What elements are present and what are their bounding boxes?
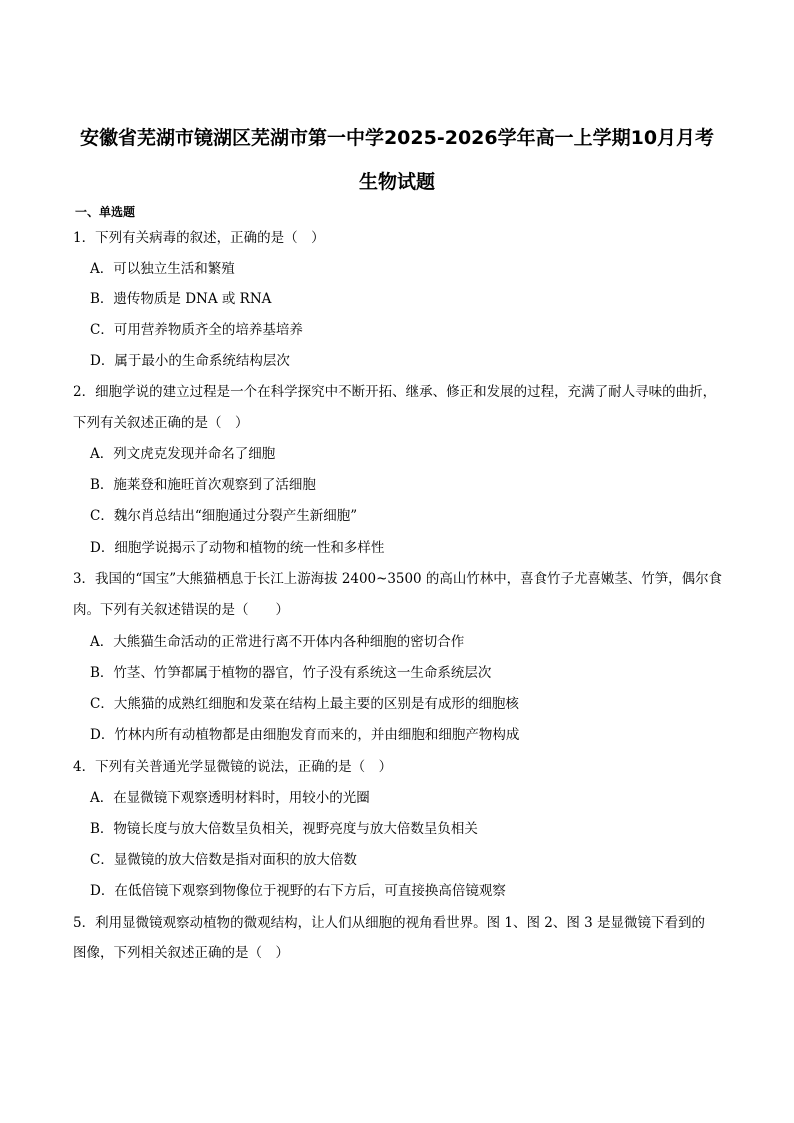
- question-4-option-b: B．物镜长度与放大倍数呈负相关，视野亮度与放大倍数呈负相关: [90, 821, 478, 837]
- question-1-option-d: D．属于最小的生命系统结构层次: [90, 353, 290, 369]
- question-5-stem-line-1: 5．利用显微镜观察动植物的微观结构，让人们从细胞的视角看世界。图 1、图 2、图 3 是显微镜下看到的: [73, 915, 706, 931]
- question-1-option-b: B．遗传物质是 DNA 或 RNA: [90, 291, 272, 307]
- question-1-stem: 1．下列有关病毒的叙述，正确的是（ ）: [73, 230, 325, 246]
- question-5-stem-line-2: 图像，下列相关叙述正确的是（ ）: [73, 945, 289, 961]
- question-3-option-d: D．竹林内所有动植物都是由细胞发育而来的，并由细胞和细胞产物构成: [90, 727, 520, 743]
- section-heading: 一、单选题: [75, 205, 136, 219]
- question-2-option-d: D．细胞学说揭示了动物和植物的统一性和多样性: [90, 540, 385, 556]
- question-3-stem-line-2: 肉。下列有关叙述错误的是（ ）: [73, 602, 289, 618]
- question-3-stem-line-1: 3．我国的“国宝”大熊猫栖息于长江上游海拔 2400~3500 的高山竹林中，喜食竹子尤喜嫩茎、竹笋，偶尔食: [73, 571, 722, 587]
- question-3-option-a: A．大熊猫生命活动的正常进行离不开体内各种细胞的密切合作: [90, 634, 465, 650]
- document-title: 安徽省芜湖市镜湖区芜湖市第一中学2025-2026学年高一上学期10月月考: [79, 127, 715, 149]
- question-2-option-a: A．列文虎克发现并命名了细胞: [90, 446, 276, 462]
- document-subtitle: 生物试题: [358, 171, 435, 193]
- question-3-option-b: B．竹茎、竹笋都属于植物的器官，竹子没有系统这一生命系统层次: [90, 665, 492, 681]
- question-2-stem-line-2: 下列有关叙述正确的是（ ）: [73, 415, 249, 431]
- question-2-option-c: C．魏尔肖总结出“细胞通过分裂产生新细胞”: [90, 508, 358, 524]
- question-4-option-d: D．在低倍镜下观察到物像位于视野的右下方后，可直接换高倍镜观察: [90, 883, 506, 899]
- question-3-option-c: C．大熊猫的成熟红细胞和发菜在结构上最主要的区别是有成形的细胞核: [90, 696, 519, 712]
- question-1-option-a: A．可以独立生活和繁殖: [90, 261, 235, 277]
- question-4-stem: 4．下列有关普通光学显微镜的说法，正确的是（ ）: [73, 759, 393, 775]
- question-1-option-c: C．可用营养物质齐全的培养基培养: [90, 322, 303, 338]
- question-2-stem-line-1: 2．细胞学说的建立过程是一个在科学探究中不断开拓、继承、修正和发展的过程，充满了耐人寻味的曲折，: [73, 384, 717, 400]
- question-2-option-b: B．施莱登和施旺首次观察到了活细胞: [90, 477, 316, 493]
- question-4-option-c: C．显微镜的放大倍数是指对面积的放大倍数: [90, 852, 357, 868]
- question-4-option-a: A．在显微镜下观察透明材料时，用较小的光圈: [90, 790, 370, 806]
